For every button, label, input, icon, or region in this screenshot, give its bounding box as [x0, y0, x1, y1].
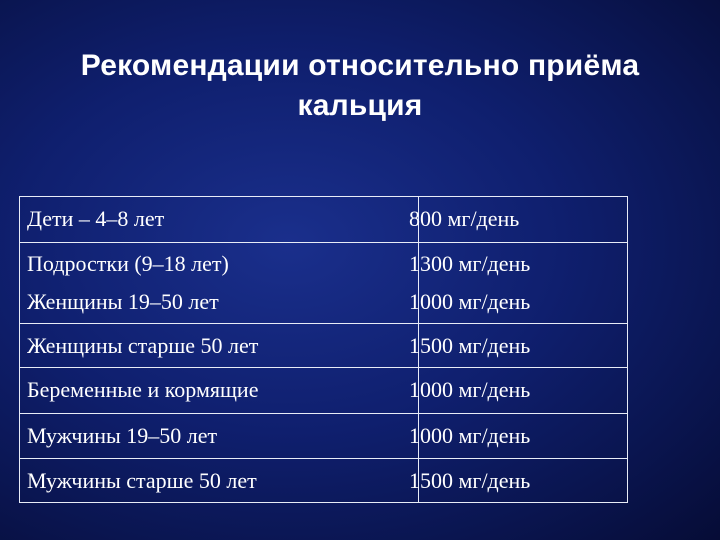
- table-cell-group: Женщины 19–50 лет: [27, 289, 219, 314]
- slide-title-line-1: Рекомендации относительно приёма: [80, 49, 640, 82]
- table-row-divider: [20, 367, 627, 368]
- table-row-divider: [20, 413, 627, 414]
- table-cell-group: Мужчины старше 50 лет: [27, 468, 257, 493]
- calcium-intake-table: [19, 196, 628, 503]
- table-cell-dose: 800 мг/день: [409, 206, 520, 231]
- slide-title-line-2: кальция: [297, 89, 423, 122]
- table-cell-group: Беременные и кормящие: [27, 377, 259, 402]
- table-cell-dose: 1000 мг/день: [409, 423, 531, 448]
- table-cell-group: Дети – 4–8 лет: [27, 206, 165, 231]
- table-cell-dose: 1000 мг/день: [409, 289, 531, 314]
- table-cell-group: Мужчины 19–50 лет: [27, 423, 218, 448]
- table-cell-dose: 1300 мг/день: [409, 251, 531, 276]
- table-cell-group: Подростки (9–18 лет): [27, 251, 229, 276]
- table-row-divider: [20, 458, 627, 459]
- table-row-divider: [20, 323, 627, 324]
- table-cell-dose: 1000 мг/день: [409, 377, 531, 402]
- table-row-divider: [20, 242, 627, 243]
- slide-title: [20, 46, 700, 126]
- table-cell-group: Женщины старше 50 лет: [27, 333, 259, 358]
- table-cell-dose: 1500 мг/день: [409, 468, 531, 493]
- table-cell-dose: 1500 мг/день: [409, 333, 531, 358]
